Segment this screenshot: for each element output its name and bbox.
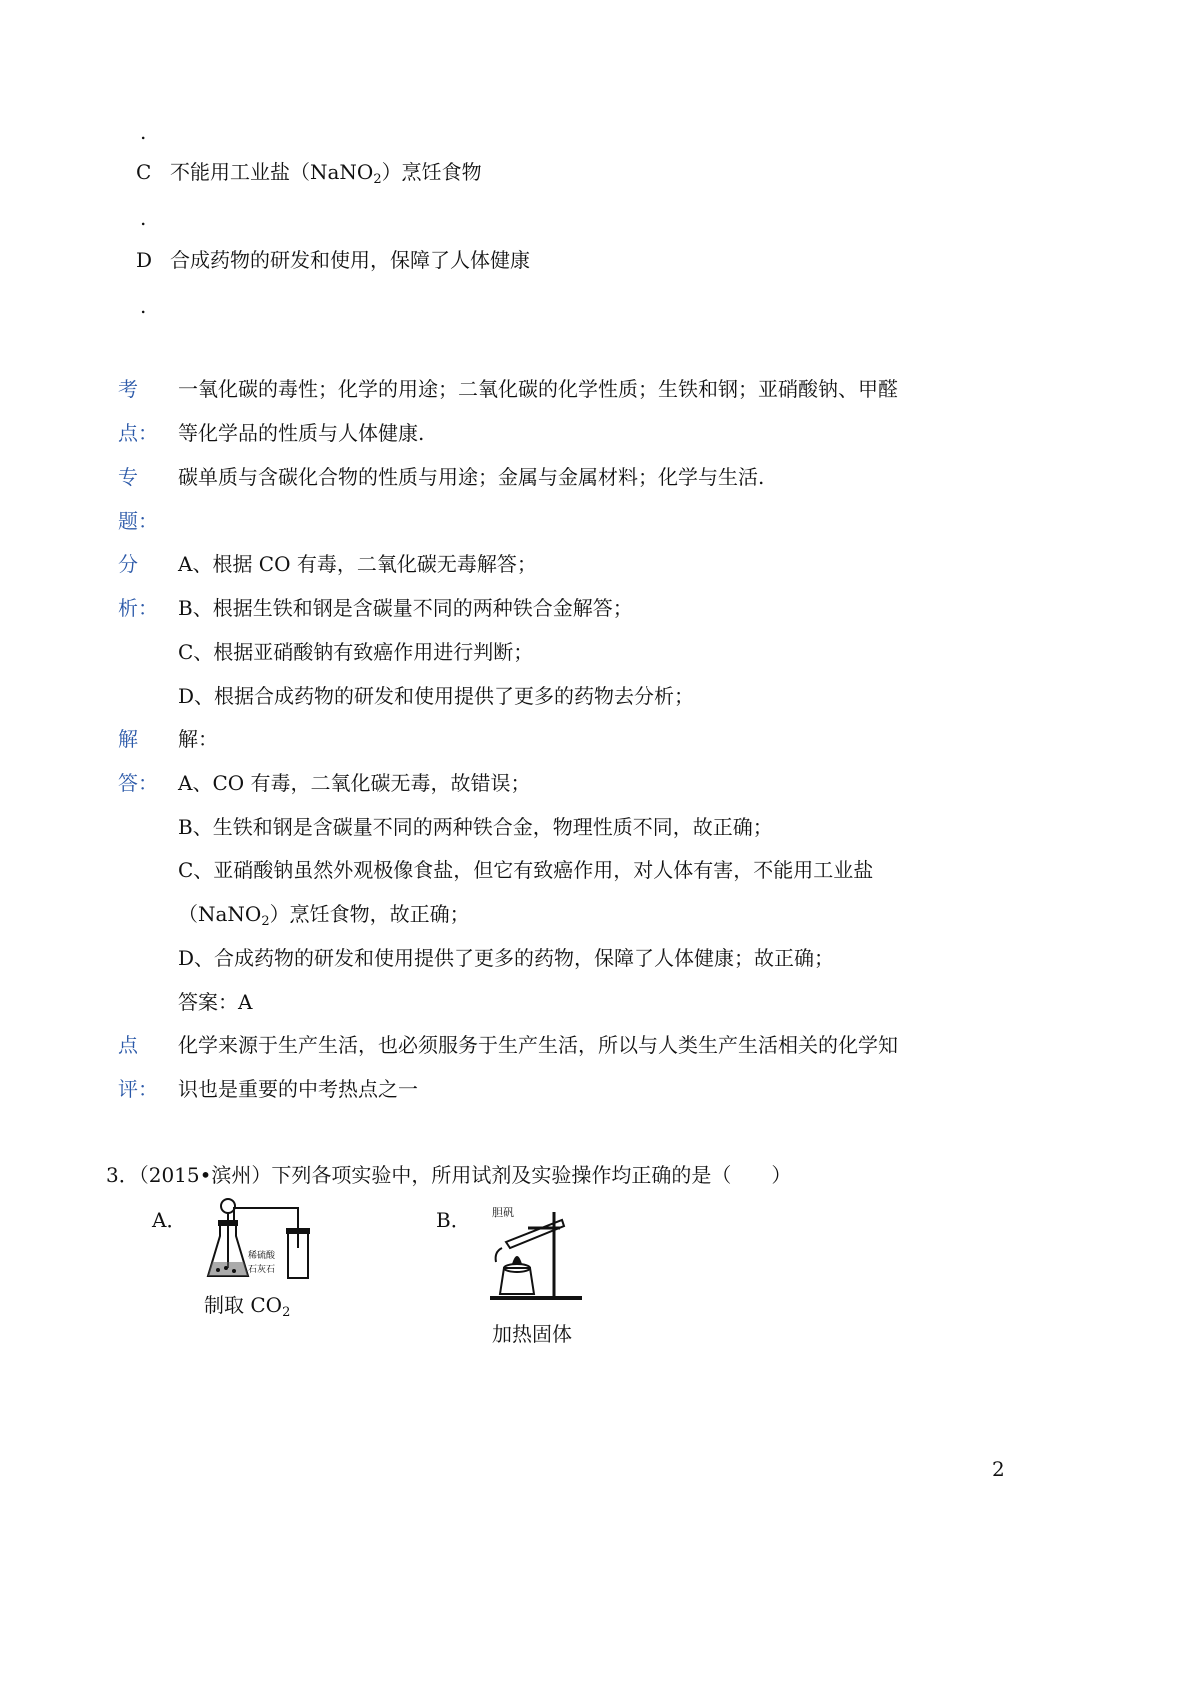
fenxi-line: A、根据 CO 有毒，二氧化碳无毒解答； xyxy=(178,552,537,576)
option-b-letter: B． xyxy=(436,1208,471,1232)
fenxi-line: D、根据合成药物的研发和使用提供了更多的药物去分析； xyxy=(178,684,695,708)
fenxi-label-1: 分 xyxy=(118,552,138,576)
page-number: 2 xyxy=(992,1457,1005,1481)
fig-label-blue-vitriol: 胆矾 xyxy=(492,1206,514,1219)
option-c-text: 不能用工业盐（NaNO$_2$）烹饪食物 xyxy=(170,160,482,187)
zhuanti-label-2: 题： xyxy=(118,509,158,533)
co2-generation-apparatus-figure xyxy=(204,1196,314,1286)
fenxi-line: C、根据亚硝酸钠有致癌作用进行判断； xyxy=(178,640,534,664)
option-a-letter: A． xyxy=(152,1208,187,1232)
option-a-caption: 制取 $CO_2$ xyxy=(204,1293,291,1320)
fenxi-label-2: 析： xyxy=(118,596,158,620)
jieda-label-1: 解 xyxy=(118,727,138,751)
kaodian-label-1: 考 xyxy=(118,377,138,401)
fig-label-limestone: 石灰石 xyxy=(248,1265,276,1275)
option-dot: . xyxy=(140,294,147,318)
jieda-label-2: 答： xyxy=(118,771,158,795)
jieda-answer: 答案：A xyxy=(178,990,253,1014)
dianping-line-2: 识也是重要的中考热点之一 xyxy=(178,1077,418,1101)
question-3-stem: 3．（2015•滨州）下列各项实验中，所用试剂及实验操作均正确的是（ ） xyxy=(106,1163,792,1187)
option-d-text: 合成药物的研发和使用，保障了人体健康 xyxy=(170,248,530,272)
fenxi-line: B、根据生铁和钢是含碳量不同的两种铁合金解答； xyxy=(178,596,633,620)
zhuanti-line-1: 碳单质与含碳化合物的性质与用途；金属与金属材料；化学与生活. xyxy=(178,465,765,489)
jieda-line-a: A、CO 有毒，二氧化碳无毒，故错误； xyxy=(178,771,531,795)
dianping-label-1: 点 xyxy=(118,1033,138,1057)
jieda-line-c: C、亚硝酸钠虽然外观极像食盐，但它有致癌作用，对人体有害，不能用工业盐 xyxy=(178,858,874,882)
dianping-line-1: 化学来源于生产生活，也必须服务于生产生活，所以与人类生产生活相关的化学知 xyxy=(178,1033,898,1057)
option-letter-c: C xyxy=(136,160,152,184)
kaodian-line-2: 等化学品的性质与人体健康. xyxy=(178,421,425,445)
jieda-line-0: 解： xyxy=(178,727,218,751)
jieda-line-d: D、合成药物的研发和使用提供了更多的药物，保障了人体健康；故正确； xyxy=(178,946,835,970)
kaodian-line-1: 一氧化碳的毒性；化学的用途；二氧化碳的化学性质；生铁和钢；亚硝酸钠、甲醛 xyxy=(178,377,898,401)
option-letter-d: D xyxy=(136,248,153,272)
heating-solid-apparatus-figure xyxy=(488,1202,588,1302)
option-dot: . xyxy=(140,206,147,230)
jieda-line-b: B、生铁和钢是含碳量不同的两种铁合金，物理性质不同，故正确； xyxy=(178,815,773,839)
dianping-label-2: 评： xyxy=(118,1077,158,1101)
kaodian-label-2: 点： xyxy=(118,421,158,445)
jieda-line-c2: （NaNO$_2$）烹饪食物，故正确； xyxy=(178,902,470,929)
option-b-caption: 加热固体 xyxy=(492,1322,572,1346)
fig-label-acid: 稀硫酸 xyxy=(248,1251,276,1261)
zhuanti-label-1: 专 xyxy=(118,465,138,489)
option-dot: . xyxy=(140,120,147,144)
